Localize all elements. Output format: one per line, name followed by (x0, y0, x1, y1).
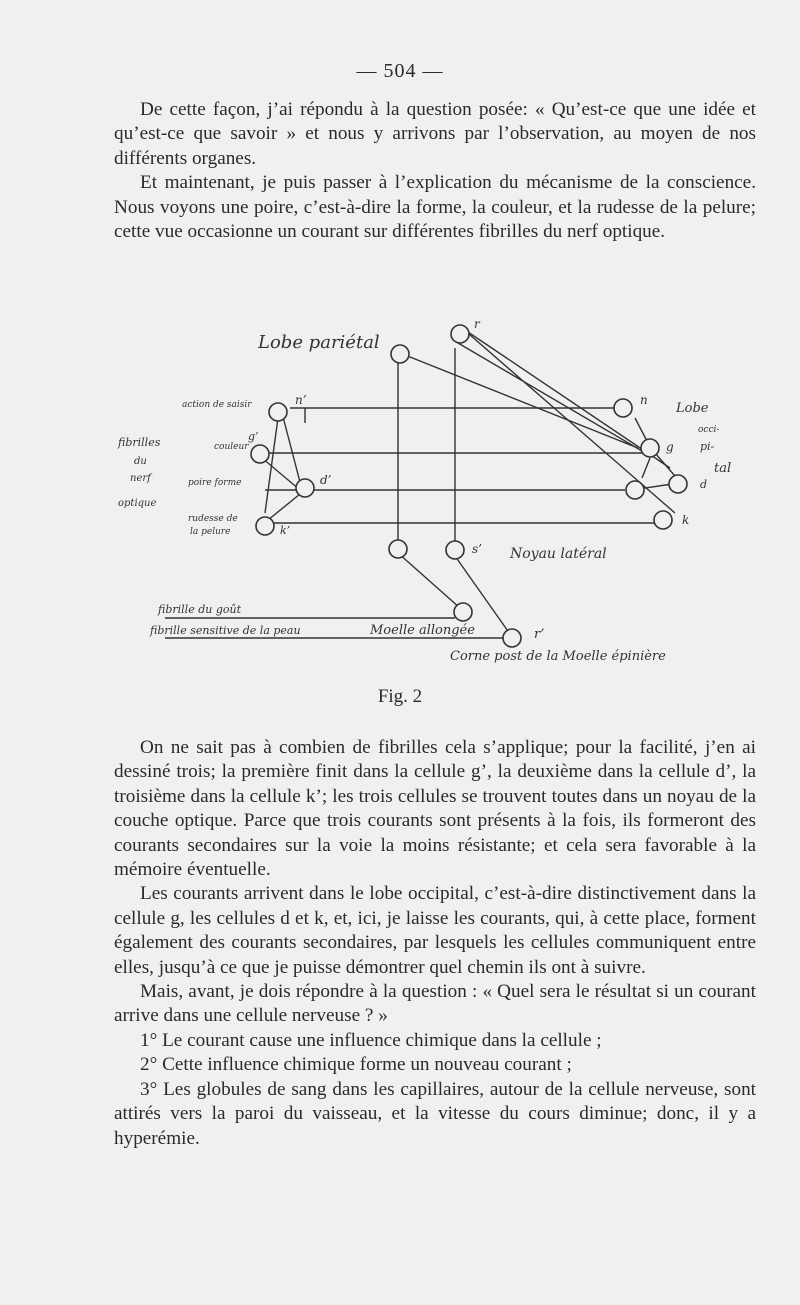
cell-r-prime (503, 629, 521, 647)
label-rudesse-2: la pelure (190, 527, 231, 537)
label-r: r (474, 317, 480, 331)
cell-lateral-1 (389, 540, 407, 558)
cell-n (614, 399, 632, 417)
cell-g-prime (251, 445, 269, 463)
paragraph: Et maintenant, je puis passer à l’explication du mécanisme de la conscience. Nous voyons une poire, c’est-à-dire la forme, la couleur, et la rudesse de la pelure; cette vue occasionne un courant sur différentes fibrilles du nerf optique. (114, 172, 756, 243)
body-text (114, 736, 756, 1151)
paragraph: Les courants arrivent dans le lobe occipital, c’est-à-dire distinctivement dans la cellule g, les cellules d et k, et, ici, je laisse les courants, qui, à cette place, forment également des courants secondaires, par lesquels les cellules communiquent entre elles, jusqu’à ce que je puisse démontrer quel chemin ils ont à suivre. (114, 883, 756, 978)
diagram-svg (110, 308, 800, 688)
label-lobe-occipital-4: tal (714, 461, 732, 476)
cell-moelle (454, 603, 472, 621)
cell-d-prime (296, 479, 314, 497)
cell-parietal (391, 345, 409, 363)
label-lobe-parietal: Lobe pariétal (258, 332, 380, 353)
label-poire-forme: poire forme (188, 478, 242, 488)
label-fibrille-gout: fibrille du goût (158, 603, 241, 616)
figure-caption: Fig. 2 (377, 686, 423, 707)
cell-k (654, 511, 672, 529)
nerve-cells (251, 325, 690, 647)
label-fibrilles-4: optique (118, 498, 157, 509)
list-item: 3° Les globules de sang dans les capillaires, autour de la cellule nerveuse, sont attirés vers la paroi du vaisseau, et la vitesse du cours diminue; donc, il y a hyperémie. (114, 1078, 756, 1149)
paragraph: On ne sait pas à combien de fibrilles cela s’applique; pour la facilité, j’en ai dessiné trois; la première finit dans la cellule g’, la deuxième dans la cellule d’, la troisième dans la cellule k’; les trois cellules se trouvent toutes dans un noyau de la couche optique. Parce que trois courants sont présents à la fois, ils formeront des courants secondaires sur la voie la moins résistante; et cela sera favorable à la mémoire éventuelle. (114, 737, 756, 881)
intro-text (114, 98, 756, 244)
label-fibrilles-1: fibrilles (118, 436, 161, 449)
label-g-prime: g’ (248, 430, 259, 443)
cell-k-prime (256, 517, 274, 535)
label-moelle-allongee: Moelle allongée (370, 623, 475, 638)
label-corne-post: Corne post de la Moelle épinière (450, 649, 666, 664)
label-action-saisir: action de saisir (182, 400, 252, 410)
label-d: d (700, 478, 708, 491)
cell-r (451, 325, 469, 343)
label-couleur: couleur (214, 442, 249, 452)
cell-g (641, 439, 659, 457)
label-fibrille-sensitive: fibrille sensitive de la peau (150, 624, 301, 637)
label-r-prime: r’ (534, 627, 545, 642)
label-lobe-occipital-3: pi- (700, 440, 715, 453)
cell-unnamed-occipital (626, 481, 644, 499)
nerve-diagram (110, 308, 800, 728)
connection-lines (165, 328, 675, 638)
label-fibrilles-2: du (134, 456, 147, 467)
label-k: k (682, 513, 690, 527)
paragraph: De cette façon, j’ai répondu à la question posée: « Qu’est-ce que une idée et qu’est-ce que savoir » et nous y arrivons par l’observation, au moyen de nos différents organes. (114, 99, 756, 169)
cell-d (669, 475, 687, 493)
label-fibrilles-3: nerf (130, 473, 151, 484)
label-d-prime: d’ (320, 473, 332, 487)
label-n-prime: n’ (295, 393, 307, 407)
label-noyau-lateral: Noyau latéral (510, 546, 607, 562)
list-item: 1° Le courant cause une influence chimique dans la cellule ; (140, 1029, 602, 1051)
label-lobe-occipital-2: occi- (698, 425, 720, 435)
page-number: — 504 — (356, 60, 444, 82)
label-lobe-occipital-1: Lobe (676, 401, 709, 416)
label-rudesse-1: rudesse de (188, 514, 238, 524)
list-item: 2° Cette influence chimique forme un nouveau courant ; (140, 1054, 572, 1076)
paragraph: Mais, avant, je dois répondre à la question : « Quel sera le résultat si un courant arrive dans une cellule nerveuse ? » (114, 981, 756, 1027)
label-g: g (666, 440, 674, 454)
cell-s-prime (446, 541, 464, 559)
label-n: n (640, 393, 648, 407)
label-s-prime: s’ (472, 542, 482, 556)
label-k-prime: k’ (280, 524, 291, 537)
cell-n-prime (269, 403, 287, 421)
